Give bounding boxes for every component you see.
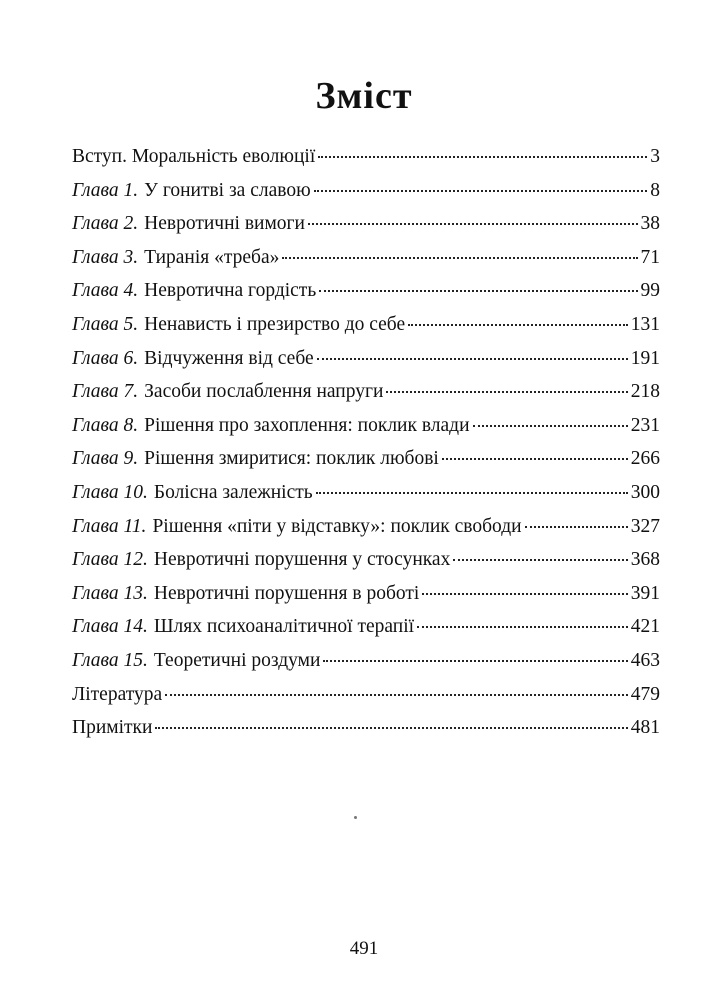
toc-entry-page-number: 266 bbox=[630, 448, 660, 470]
toc-entry-page-number: 191 bbox=[630, 347, 660, 369]
toc-entry-title: Тиранія «треба» bbox=[144, 246, 280, 268]
toc-entry-title: Шлях психоаналітичної терапії bbox=[153, 616, 415, 638]
toc-entry-leader-dots bbox=[316, 491, 628, 494]
toc-entry-chapter-label: Глава 14. bbox=[72, 616, 148, 638]
toc-entry-chapter-label: Глава 15. bbox=[72, 649, 148, 671]
toc-entry-title: Невротичні порушення у стосунках bbox=[153, 549, 451, 571]
toc-entry-title: Болісна залежність bbox=[153, 481, 313, 503]
toc-entry-title: Ненависть і презирство до себе bbox=[144, 313, 406, 335]
toc-entry bbox=[72, 415, 660, 449]
page-title: Зміст bbox=[315, 75, 413, 117]
toc-entry-page-number: 421 bbox=[630, 616, 660, 638]
toc-entry-title: Примітки bbox=[72, 717, 153, 739]
toc-entry-leader-dots bbox=[308, 222, 638, 225]
toc-entry-leader-dots bbox=[408, 323, 628, 326]
toc-entry-title: Невротичні вимоги bbox=[144, 213, 305, 235]
toc-entry-title: Невротичні порушення в роботі bbox=[153, 582, 420, 604]
toc-entry bbox=[72, 146, 660, 180]
toc-entry-title: Теоретичні роздуми bbox=[153, 649, 321, 671]
toc-entry-leader-dots bbox=[323, 659, 627, 662]
toc-entry bbox=[72, 549, 660, 583]
toc-entry-page-number: 131 bbox=[630, 313, 660, 335]
toc-entry-page-number: 463 bbox=[630, 649, 660, 671]
toc-entry-chapter-label: Глава 7. bbox=[72, 381, 139, 403]
toc-entry-page-number: 3 bbox=[650, 146, 660, 167]
toc-entry-chapter-label: Глава 8. bbox=[72, 414, 139, 436]
toc-entry bbox=[72, 684, 660, 718]
toc-entry bbox=[72, 482, 660, 516]
toc-entry-leader-dots bbox=[417, 625, 628, 628]
toc-entry-page-number: 300 bbox=[630, 481, 660, 503]
toc-entry bbox=[72, 448, 660, 482]
toc-entry bbox=[72, 381, 660, 415]
toc-entry-page-number: 99 bbox=[640, 280, 660, 302]
toc-entry-page-number: 231 bbox=[630, 414, 660, 436]
toc-entry-leader-dots bbox=[155, 726, 627, 729]
toc-entry-chapter-label: Глава 4. bbox=[72, 280, 139, 302]
toc-entry-leader-dots bbox=[165, 693, 628, 696]
toc-entry bbox=[72, 213, 660, 247]
toc-entry-leader-dots bbox=[525, 525, 628, 528]
toc-entry-leader-dots bbox=[317, 357, 628, 360]
toc-entry-title: Література bbox=[72, 683, 163, 705]
toc-entry-leader-dots bbox=[453, 558, 627, 561]
toc-entry-leader-dots bbox=[442, 457, 628, 460]
toc-entry-title: Рішення змиритися: поклик любові bbox=[144, 448, 439, 470]
toc-entry-chapter-label: Глава 2. bbox=[72, 213, 139, 235]
toc-entry-leader-dots bbox=[319, 289, 637, 292]
page-number: 491 bbox=[349, 938, 379, 959]
toc-entry-title: Засоби послаблення напруги bbox=[144, 381, 384, 403]
toc-entry-chapter-label: Глава 13. bbox=[72, 582, 148, 604]
toc-entry-chapter-label: Глава 11. bbox=[72, 515, 147, 537]
toc-entry-page-number: 71 bbox=[640, 246, 660, 268]
toc-entry bbox=[72, 616, 660, 650]
toc-entry-title: Вступ. Моральність еволюції bbox=[72, 146, 316, 167]
toc-entry-title: Невротична гордість bbox=[144, 280, 317, 302]
toc-entry-title: Рішення «піти у відставку»: поклик свободи bbox=[152, 515, 522, 537]
toc-entry-chapter-label: Глава 1. bbox=[72, 179, 139, 201]
toc-entry-page-number: 479 bbox=[630, 683, 660, 705]
toc-entry-page-number: 368 bbox=[630, 549, 660, 571]
toc-entry-page-number: 327 bbox=[630, 515, 660, 537]
toc-entry bbox=[72, 180, 660, 214]
toc-entry-page-number: 391 bbox=[630, 582, 660, 604]
toc-entry-chapter-label: Глава 3. bbox=[72, 246, 139, 268]
print-speck bbox=[354, 816, 357, 819]
toc-entry-chapter-label: Глава 12. bbox=[72, 549, 148, 571]
toc-entry-chapter-label: Глава 5. bbox=[72, 313, 139, 335]
toc-entry-chapter-label: Глава 6. bbox=[72, 347, 139, 369]
toc-entry bbox=[72, 247, 660, 281]
toc-entry-page-number: 481 bbox=[630, 717, 660, 739]
toc-entry-leader-dots bbox=[282, 256, 637, 259]
toc-entry bbox=[72, 516, 660, 550]
toc-entry bbox=[72, 583, 660, 617]
toc-entry bbox=[72, 280, 660, 314]
toc-entry bbox=[72, 717, 660, 751]
toc-entry-page-number: 8 bbox=[650, 179, 660, 201]
toc-entry-leader-dots bbox=[318, 155, 647, 158]
toc-entry-leader-dots bbox=[422, 592, 627, 595]
toc-entry-title: Рішення про захоплення: поклик влади bbox=[144, 414, 470, 436]
toc-entry-page-number: 218 bbox=[630, 381, 660, 403]
toc-entry-chapter-label: Глава 9. bbox=[72, 448, 139, 470]
toc-entry-leader-dots bbox=[314, 189, 648, 192]
toc-entry-title: Відчуження від себе bbox=[144, 347, 314, 369]
toc-entry-page-number: 38 bbox=[640, 213, 660, 235]
toc-entry bbox=[72, 348, 660, 382]
toc-entry-leader-dots bbox=[473, 424, 628, 427]
toc-entry-chapter-label: Глава 10. bbox=[72, 481, 148, 503]
toc-entry bbox=[72, 314, 660, 348]
toc-entry-leader-dots bbox=[386, 390, 627, 393]
toc-entry bbox=[72, 650, 660, 684]
toc-entry-title: У гонитві за славою bbox=[144, 179, 311, 201]
table-of-contents bbox=[72, 146, 660, 751]
